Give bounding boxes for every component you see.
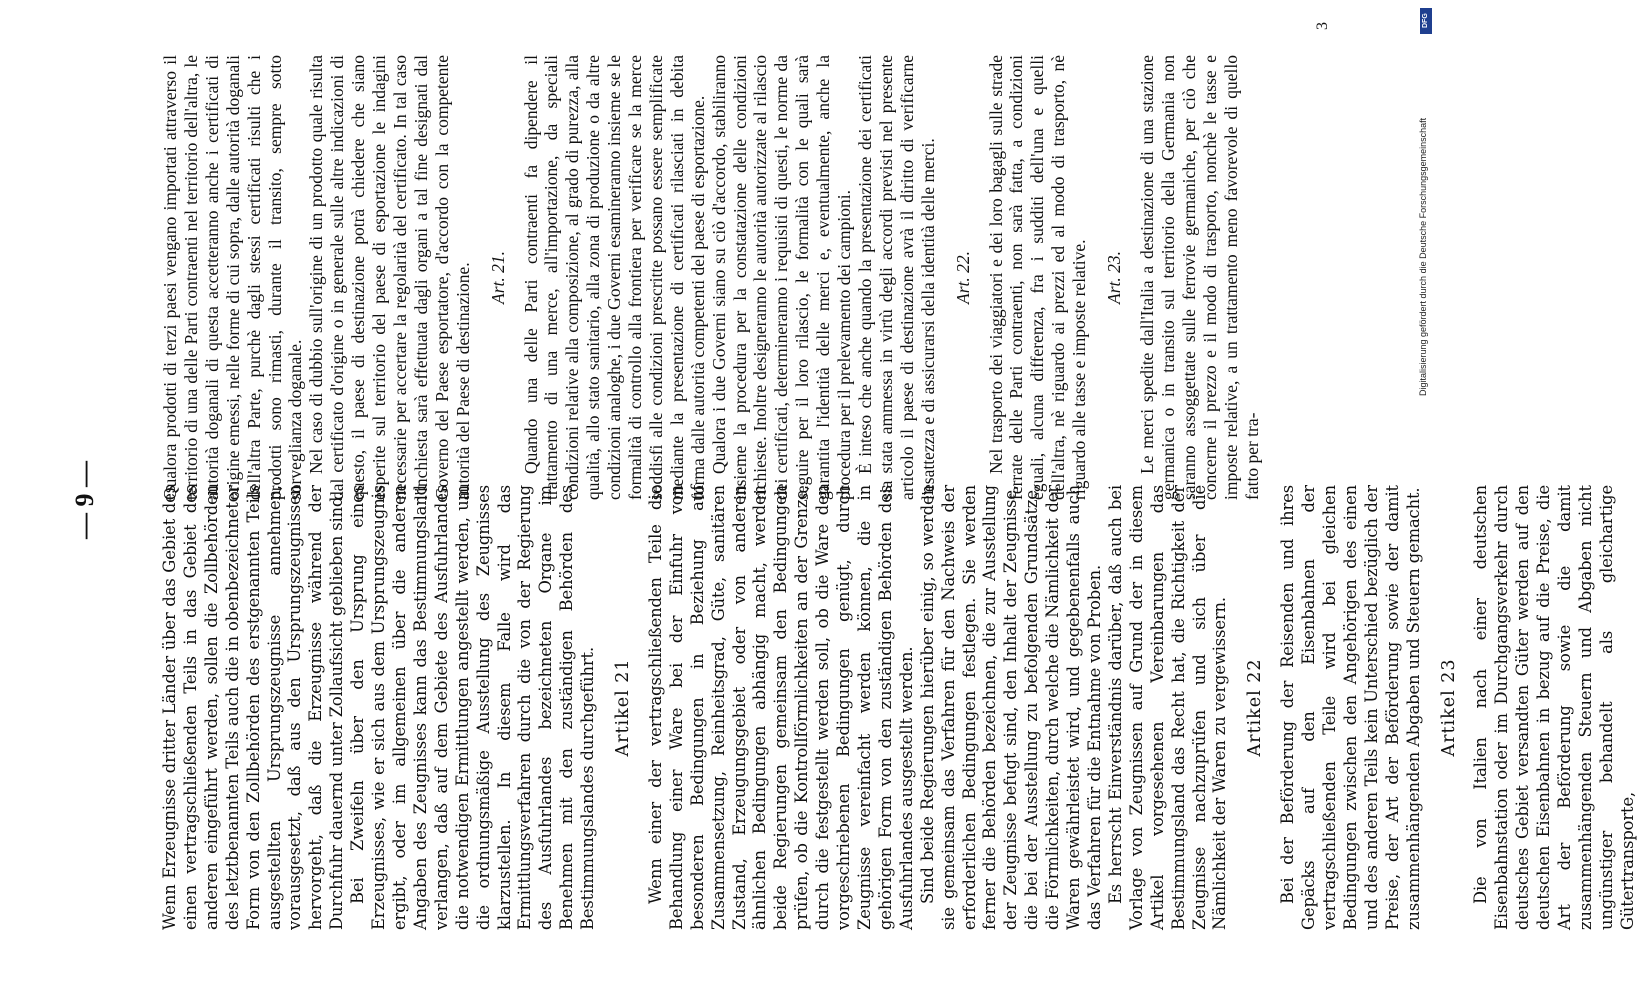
- german-article-22-heading: Artikel 22: [1245, 658, 1266, 757]
- italian-article-23-heading: Art. 23.: [1104, 251, 1125, 304]
- italian-paragraph: Nel caso di dubbio sull'origine di un prodotto quale risulta dal certificato d'origine o in generale sulle altre indicazioni di questo, il paese di destinazione potrà chiedere che siano esperite sul territorio del paese di esportazione le indagini necessarie per accertare la regolarità del certificato. In tal caso l'inchiesta sarà effettuata dagli organi a tal fine designati dal Governo del Paese esportatore, d'accordo con la competente autorità del Paese di destinazione.: [306, 55, 473, 500]
- german-column: [160, 485, 1639, 930]
- german-paragraph: Bei der Beförderung der Reisenden und ihres Gepäcks auf den Eisenbahnen der vertragschließenden Teile wird bei gleichen Bedingungen zwischen den Angehörigen des einen und des anderen Teils kein Unterschied bezüglich der Preise, der Art der Beförderung sowie der damit zusammenhängenden Abgaben und Steuern gemacht.: [1278, 485, 1423, 930]
- page-number: — 9 —: [70, 461, 99, 539]
- italian-paragraph: Quando una delle Parti contraenti fa dipendere il trattamento di una merce, all'importazione, da speciali condizioni relative alla composizione, al grado di purezza, alla qualità, allo stato sanitario, alla zona di produzione o da altre condizioni analoghe, i due Governi esamineranno insieme se le formalità di controllo alla frontiera per verificare se la merce soddisfi alle condizioni prescritte possano essere semplificate mediante la presentazione di certificati rilasciati in debita forma dalle autorità competenti del paese di esportazione.: [520, 55, 708, 500]
- digitization-credit-text: Digitalisierung gefördert durch die Deutsche Forschungsgemeinschaft: [1418, 117, 1428, 396]
- italian-paragraph: Nel trasporto dei viaggiatori e dei loro bagagli sulle strade ferrate delle Parti contraenti, non sarà fatta, a condizioni eguali, alcuna differenza, fra i sudditi dell'una e quelli dell'altra, nè riguardo ai prezzi ed al modo di trasporto, nè riguardo alle tasse e imposte relative.: [985, 55, 1090, 500]
- italian-article-21-heading: Art. 21.: [487, 251, 508, 304]
- german-paragraph: Wenn einer der vertragschließenden Teile die Behandlung einer Ware bei der Einfuhr von besonderen Bedingungen in Beziehung auf Zusammensetzung, Reinheitsgrad, Güte, sanitären Zustand, Erzeugungsgebiet oder von anderen ähnlichen Bedingungen abhängig macht, werden beide Regierungen gemeinsam den Bedingungen prüfen, ob die Kontrollförmlichkeiten an der Grenze, durch die festgestellt werden soll, ob die Ware den vorgeschriebenen Bedingungen genügt, durch Zeugnisse vereinfacht werden können, die in gehörigen Form von den zuständigen Behörden des Ausfuhrlandes ausgestellt werden.: [645, 485, 916, 930]
- digitization-credit: [1418, 6, 1432, 396]
- german-paragraph: Wenn Erzeugnisse dritter Länder über das Gebiet des einen vertragschließenden Teils in das Gebiet des anderen eingeführt werden, sollen die Zollbehörden des letztbenannten Teils auch die in obenbezeichneter Form von den Zollbehörden des erstgenannten Teils ausgestellten Ursprungszeugnisse annehmen, vorausgesetzt, daß aus den Ursprungszeugnissen hervorgeht, daß die Erzeugnisse während der Durchfuhr dauernd unter Zollaufsicht geblieben sind.: [160, 485, 347, 930]
- sheet-number: 3: [1314, 22, 1331, 30]
- italian-paragraph: È inteso che anche quando la presentazione dei certificati sia stata ammessa in virtù degli accordi previsti nel presente articolo il paese di destinazione avrà il diritto di verificarne l'esattezza e di assicurarsi della identità delle merci.: [855, 55, 938, 500]
- italian-paragraph: Qualora prodotti di terzi paesi vengano importati attraverso il territorio di una delle Parti contraenti nel territorio dell'altra, le autorità doganali di questa accetteranno anche i certificati di origine emessi, nelle forme di cui sopra, dalle autorità doganali dell'altra Parte, purchè dagli stessi certificati risulti che i prodotti sono rimasti, durante il transito, sempre sotto sorveglianza doganale.: [160, 55, 306, 500]
- italian-paragraph: Qualora i due Governi siano su ciò d'accordo, stabiliranno insieme la procedura per la constatazione delle condizioni richieste. Inoltre designeranno le autorità autorizzate al rilascio dei certificati, determineranno i requisiti di questi, le norme da seguire per il loro rilascio, le formalità con le quali sarà garantita l'identità delle merci e, eventualmente, anche la procedura per il prelevamento dei campioni.: [708, 55, 855, 500]
- german-paragraph: Die von Italien nach einer deutschen Eisenbahnstation oder im Durchgangsverkehr durch deutsches Gebiet versandten Güter werden auf den deutschen Eisenbahnen in bezug auf die Preise, die Art der Beförderung sowie die damit zusammenhängenden Steuern und Abgaben nicht ungünstiger behandelt als gleichartige Gütertransporte,: [1471, 485, 1637, 930]
- italian-column: [160, 55, 1262, 500]
- german-paragraph: Es herrscht Einverständnis darüber, daß auch bei Vorlage von Zeugnissen auf Grund der in diesem Artikel vorgesehenen Vereinbarungen das Bestimmungsland das Recht hat, die Richtigkeit der Zeugnisse nachzuprüfen und sich über die Nämlichkeit der Waren zu vergewissern.: [1105, 485, 1230, 930]
- german-article-21-heading: Artikel 21: [613, 658, 634, 757]
- german-paragraph: Sind beide Regierungen hierüber einig, so werden sie gemeinsam das Verfahren für den Nachweis der erforderlichen Bedingungen festlegen. Sie werden ferner die Behörden bezeichnen, die zur Ausstellung der Zeugnisse befugt sind, den Inhalt der Zeugnisse, die bei der Ausstellung zu befolgenden Grundsätze, die Förmlichkeiten, durch welche die Nämlichkeit der Waren gewährleistet wird, und gegebenenfalls auch das Verfahren für die Entnahme von Proben.: [917, 485, 1104, 930]
- german-paragraph: Bei Zweifeln über den Ursprung eines Erzeugnisses, wie er sich aus dem Ursprungszeugnis ergibt, oder im allgemeinen über die anderen Angaben des Zeugnisses kann das Bestimmungsland verlangen, daß auf dem Gebiete des Ausfuhrlandes die notwendigen Ermittlungen angestellt werden, um die ordnungsmäßige Ausstellung des Zeugnisses klarzustellen. In diesem Falle wird das Ermittlungsverfahren durch die von der Regierung des Ausfuhrlandes bezeichneten Organe im Benehmen mit den zuständigen Behörden des Bestimmungslandes durchgeführt.: [348, 485, 598, 930]
- italian-paragraph: Le merci spedite dall'Italia a destinazione di una stazione germanica o in transito sul territorio della Germania non saranno assoggettate sulle ferrovie germaniche, per ciò che concerne il prezzo e il modo di trasporto, nonchè le tasse e imposte relative, a un trattamento meno favorevole di quello fatto per tra-: [1136, 55, 1262, 500]
- dfg-logo: DFG: [1420, 8, 1432, 34]
- german-article-23-heading: Artikel 23: [1438, 658, 1459, 757]
- italian-article-22-heading: Art. 22.: [952, 251, 973, 304]
